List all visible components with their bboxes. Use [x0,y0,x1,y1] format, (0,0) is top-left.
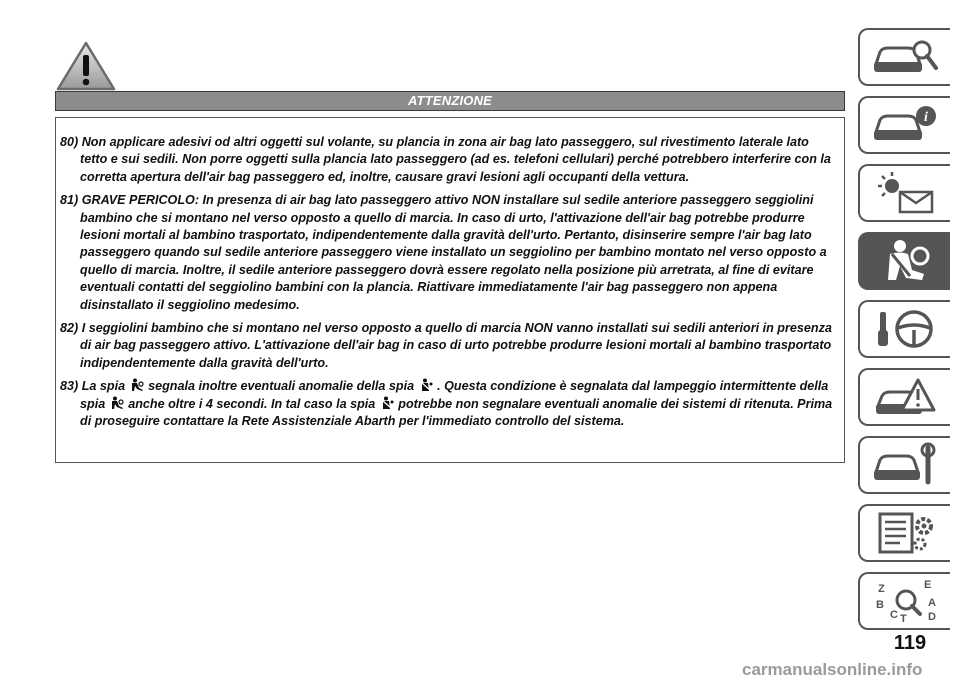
document-gear-icon [870,510,940,556]
alphabetical-index-icon [870,578,940,624]
svg-text:D: D [928,611,936,623]
note-83 [60,378,838,430]
svg-text:i: i [924,110,928,125]
note-81: 81) GRAVE PERICOLO: In presenza di air bag lato passeggero attivo NON installare sul sedile anteriore passeggero seggiolini bambino che si montano nel verso opposto a quello di marcia. In caso di urto, l'attivazione dell'air bag potrebbe produrre lesioni mortali al bambino trasportato, indipendentemente dalla gravità dell'urto. Pertanto, disinserire sempre l'air bag lato passeggero quando sul sedile anteriore passeggero viene installato un seggiolino per bambino montato nel verso opposto a quello di marcia. Inoltre, il sedile anteriore passeggero dovrà essere regolato nella posizione più arretrata, al fine di evitare eventuali contatti del seggiolino bambini con la plancia. Riattivare immediatamente l'air bag passeggero non appena disinstallato il seggiolino medesimo. [60,193,827,312]
note-83-text-2: segnala inoltre eventuali anomalie della spia [148,379,415,394]
note-83-text-4: anche oltre i 4 secondi. In tal caso la spia [128,396,376,411]
car-magnifier-icon [870,34,940,80]
seatbelt-warning-light-icon [380,396,394,410]
seatbelt-warning-light-icon [419,378,433,392]
tab-maintenance[interactable] [858,436,950,494]
warning-triangle-car-icon [870,374,940,420]
tab-technical-data[interactable] [858,504,950,562]
svg-text:Z: Z [878,583,885,595]
airbag-warning-light-icon [110,396,124,410]
note-83-text-1: 83) La spia [60,379,126,394]
car-info-icon [870,102,940,148]
svg-text:C: C [890,609,898,621]
warning-triangle-icon [55,40,117,92]
note-83-text-3: . Questa condizione è segnalata dal lampeggio intermittente della spia [80,379,829,411]
tab-knowing-car[interactable] [858,28,950,86]
watermark: carmanualsonline.info [742,660,923,679]
tab-starting-driving[interactable] [858,300,950,358]
steering-wheel-key-icon [870,306,940,352]
seatbelt-airbag-icon [870,238,940,284]
airbag-warning-light-icon [130,378,144,392]
car-wrench-icon [870,442,940,488]
tab-safety[interactable] [858,232,950,290]
tab-emergency[interactable] [858,368,950,426]
svg-text:T: T [900,613,907,624]
note-83-text-5: potrebbe non segnalare eventuali anomalie dei sistemi di ritenuta. Prima di proseguire contattare la Rete Assistenziale Abarth per l'immediato controllo del sistema. [80,396,833,429]
svg-text:B: B [876,599,884,611]
warning-light-envelope-icon [870,170,940,216]
tab-index[interactable] [858,572,950,630]
attention-title: ATTENZIONE [407,93,493,108]
attention-header [55,91,845,111]
tab-car-info[interactable] [858,96,950,154]
page-number: 119 [893,632,927,654]
note-82: 82) I seggiolini bambino che si montano nel verso opposto a quello di marcia NON vanno installati sui sedili anteriori in presenza di air bag passeggero attivo. L'attivazione dell'air bag in caso di urto potrebbe produrre lesioni mortali al bambino trasportato indipendentemente dalla gravità dell'urto. [60,321,832,370]
svg-text:A: A [928,597,936,609]
note-80: 80) Non applicare adesivi od altri oggetti sul volante, su plancia in zona air bag lato passeggero, sul rivestimento laterale lato tetto e sui sedili. Non porre oggetti sulla plancia lato passeggero (ad es. telefoni cellulari) perché potrebbero interferire con la corretta apertura dell'air bag passeggero ed, inoltre, causare gravi lesioni agli occupanti della vettura. [60,135,831,184]
chapter-tabs [858,28,950,640]
warning-notes-box [55,117,845,463]
svg-text:E: E [924,579,932,591]
tab-warning-lights[interactable] [858,164,950,222]
